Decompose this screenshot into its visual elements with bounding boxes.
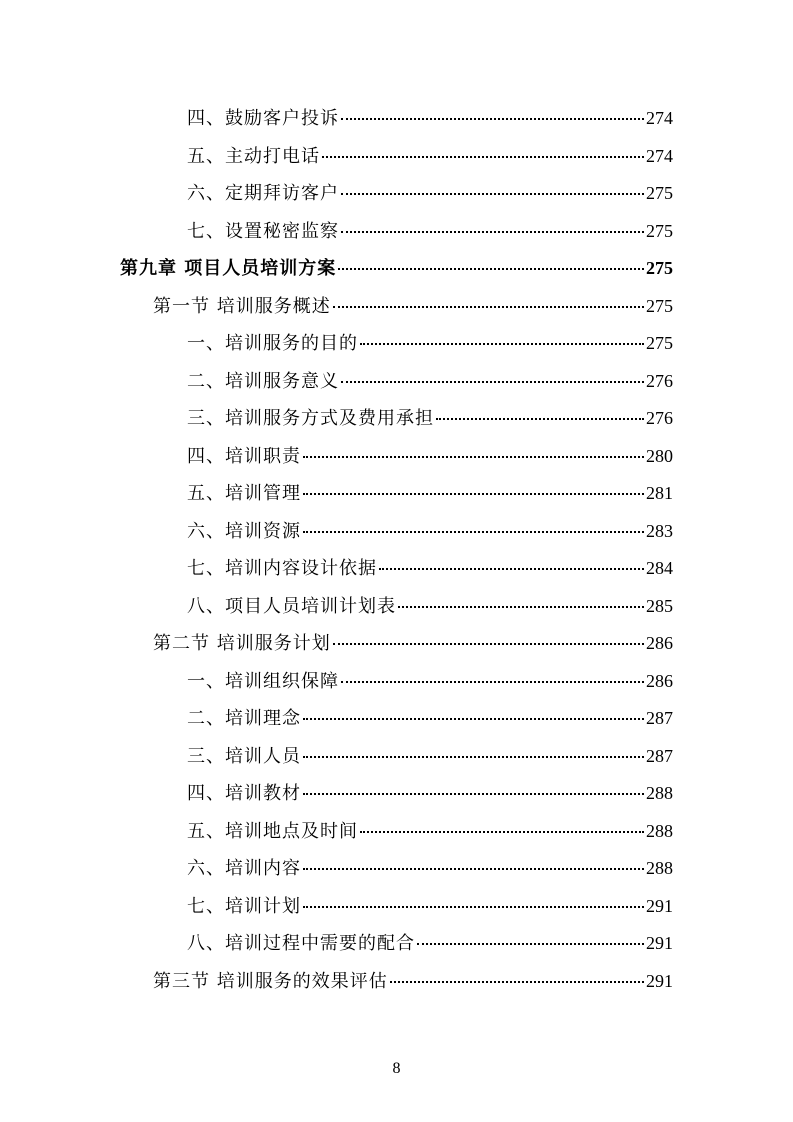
toc-entry[interactable]	[187, 588, 673, 625]
toc-entry-page: 287	[646, 708, 673, 728]
page-number: 8	[392, 1060, 401, 1077]
toc-entry[interactable]	[187, 850, 673, 887]
toc-section-entry[interactable]	[153, 288, 673, 325]
toc-entry[interactable]	[187, 663, 673, 700]
dot-leader	[360, 830, 644, 833]
toc-entry[interactable]	[187, 400, 673, 437]
toc-entry-label: 四、培训职责	[187, 445, 301, 467]
toc-entry-page: 276	[646, 370, 673, 391]
toc-entry-label: 八、培训过程中需要的配合	[187, 933, 415, 954]
toc-entry-label: 五、培训管理	[187, 483, 301, 504]
toc-entry[interactable]	[187, 100, 673, 137]
toc-entry-label: 六、定期拜访客户	[187, 183, 339, 204]
dot-leader	[303, 530, 644, 533]
dot-leader	[379, 567, 644, 570]
toc-entry-label: 第一节 培训服务概述	[153, 295, 331, 317]
toc-entry-page: 291	[646, 970, 673, 991]
toc-entry-page: 275	[646, 258, 673, 278]
dot-leader	[341, 117, 644, 120]
toc-entry-page: 286	[646, 633, 673, 653]
toc-entry[interactable]	[187, 175, 673, 212]
toc-entry[interactable]	[187, 475, 673, 512]
toc-entry[interactable]	[187, 700, 673, 737]
toc-entry[interactable]	[187, 888, 673, 925]
toc-entry[interactable]	[187, 213, 673, 250]
toc-entry-label: 五、主动打电话	[187, 145, 320, 167]
toc-entry-label: 七、设置秘密监察	[187, 220, 339, 242]
dot-leader	[322, 155, 644, 158]
toc-entry-label: 第九章 项目人员培训方案	[120, 258, 337, 279]
toc-entry-label: 四、鼓励客户投诉	[187, 108, 339, 129]
dot-leader	[338, 267, 644, 270]
toc-entry-page: 291	[646, 933, 673, 953]
toc-entry-label: 二、培训服务意义	[187, 370, 339, 392]
dot-leader	[333, 642, 644, 645]
toc-entry-page: 276	[646, 408, 673, 428]
toc-entry-page: 284	[646, 558, 673, 578]
toc-entry-label: 六、培训内容	[187, 858, 301, 879]
toc-entry-label: 四、培训教材	[187, 783, 301, 804]
toc-entry[interactable]	[187, 775, 673, 812]
toc-entry[interactable]	[187, 513, 673, 550]
dot-leader	[341, 380, 644, 383]
toc-entry[interactable]	[187, 363, 673, 400]
toc-entry[interactable]	[187, 738, 673, 775]
dot-leader	[303, 905, 644, 908]
toc-entry-page: 288	[646, 858, 673, 878]
toc-entry[interactable]	[187, 325, 673, 362]
toc-entry-page: 286	[646, 670, 673, 691]
toc-entry-page: 280	[646, 445, 673, 466]
toc-entry-page: 275	[646, 333, 673, 353]
toc-entry-page: 287	[646, 745, 673, 766]
dot-leader	[360, 342, 644, 345]
dot-leader	[303, 492, 644, 495]
toc-entry-page: 274	[646, 108, 673, 128]
dot-leader	[341, 680, 644, 683]
dot-leader	[303, 792, 644, 795]
toc-entry-label: 六、培训资源	[187, 520, 301, 542]
dot-leader	[333, 305, 644, 308]
toc-entry-label: 一、培训服务的目的	[187, 333, 358, 354]
toc-entry[interactable]	[187, 138, 673, 175]
dot-leader	[417, 942, 644, 945]
toc-entry[interactable]	[187, 438, 673, 475]
toc-entry-page: 275	[646, 220, 673, 241]
toc-entry-page: 281	[646, 483, 673, 503]
toc-entry-label: 第三节 培训服务的效果评估	[153, 970, 388, 992]
toc-chapter-entry[interactable]	[120, 250, 673, 287]
dot-leader	[341, 230, 644, 233]
toc-entry[interactable]	[187, 550, 673, 587]
dot-leader	[303, 455, 644, 458]
dot-leader	[303, 755, 644, 758]
toc-entry-page: 291	[646, 895, 673, 916]
toc-entry-page: 275	[646, 183, 673, 203]
dot-leader	[436, 417, 644, 420]
toc-entry-label: 三、培训服务方式及费用承担	[187, 408, 434, 429]
toc-entry[interactable]	[187, 813, 673, 850]
toc-entry[interactable]	[187, 925, 673, 962]
toc-entry-label: 二、培训理念	[187, 708, 301, 729]
toc-entry-page: 285	[646, 595, 673, 616]
toc-entry-label: 八、项目人员培训计划表	[187, 595, 396, 617]
dot-leader	[303, 717, 644, 720]
toc-entry-label: 七、培训内容设计依据	[187, 558, 377, 579]
toc-entry-page: 283	[646, 520, 673, 541]
dot-leader	[398, 605, 644, 608]
toc-section-entry[interactable]	[153, 625, 673, 662]
toc-entry-label: 七、培训计划	[187, 895, 301, 917]
toc-entry-label: 三、培训人员	[187, 745, 301, 767]
toc-entry-page: 288	[646, 820, 673, 841]
toc-entry-label: 一、培训组织保障	[187, 670, 339, 692]
dot-leader	[341, 192, 644, 195]
toc-entry-label: 五、培训地点及时间	[187, 820, 358, 842]
toc-entry-page: 274	[646, 145, 673, 166]
toc-entry-label: 第二节 培训服务计划	[153, 633, 331, 654]
toc-section-entry[interactable]	[153, 963, 673, 1000]
toc-entry-page: 288	[646, 783, 673, 803]
dot-leader	[303, 867, 644, 870]
dot-leader	[390, 980, 644, 983]
toc-entry-page: 275	[646, 295, 673, 316]
